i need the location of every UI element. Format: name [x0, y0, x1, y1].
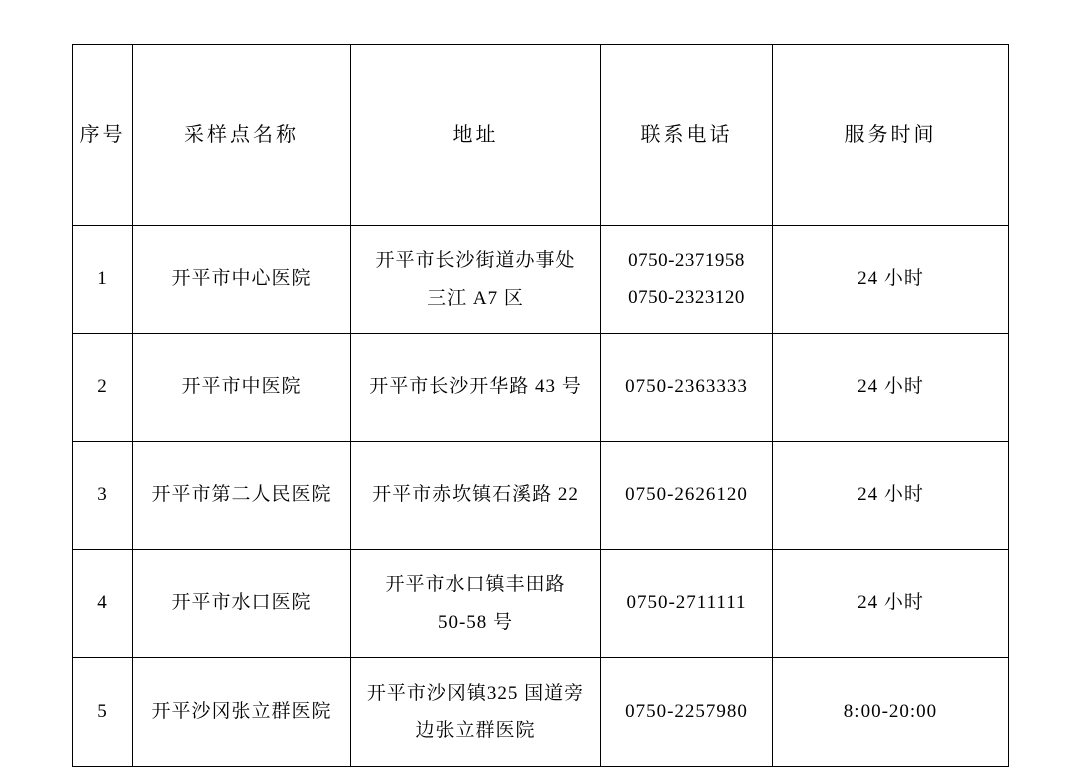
address-line-1: 开平市长沙街道办事处: [375, 250, 576, 272]
row-name: 开平市水口医院: [133, 550, 351, 658]
column-header-index: 序号: [73, 45, 133, 226]
row-name: 开平市中医院: [133, 334, 351, 442]
column-header-address: 地址: [351, 45, 601, 226]
row-phone: 0750-2711111: [601, 550, 773, 658]
address-line-2: 三江 A7 区: [427, 287, 524, 309]
row-service-time: 24 小时: [773, 334, 1009, 442]
table-header-row: [73, 45, 1009, 226]
row-address: [351, 334, 601, 442]
table-row: [73, 658, 1009, 767]
phone-line-1: 0750-2371958: [628, 250, 745, 272]
row-index: 3: [73, 442, 133, 550]
row-phone: 0750-2363333: [601, 334, 773, 442]
address-line-2: 50-58 号: [437, 611, 514, 633]
row-index: 1: [73, 226, 133, 334]
row-service-time: 24 小时: [773, 442, 1009, 550]
row-index: 4: [73, 550, 133, 658]
row-address: [351, 550, 601, 658]
row-phone: 0750-2257980: [601, 658, 773, 767]
address-line-1: 开平市沙冈镇325 国道旁: [366, 682, 585, 704]
column-header-name: 采样点名称: [133, 45, 351, 226]
row-address: [351, 658, 601, 767]
phone-line-2: 0750-2323120: [628, 286, 745, 308]
row-phone: 0750-2626120: [601, 442, 773, 550]
row-name: 开平市中心医院: [133, 226, 351, 334]
row-service-time: 8:00-20:00: [773, 658, 1009, 767]
column-header-service-time: 服务时间: [773, 45, 1009, 226]
address-line-1: 开平市赤坎镇石溪路 22: [372, 484, 579, 506]
address-line-2: 边张立群医院: [415, 720, 536, 741]
address-line-1: 开平市长沙开华路 43 号: [369, 376, 582, 398]
sampling-points-table-container: [72, 44, 1008, 767]
row-phone: [601, 226, 773, 334]
row-address: [351, 226, 601, 334]
table-row: [73, 550, 1009, 658]
row-service-time: 24 小时: [773, 550, 1009, 658]
row-name: 开平沙冈张立群医院: [133, 658, 351, 767]
row-index: 5: [73, 658, 133, 767]
row-index: 2: [73, 334, 133, 442]
row-name: 开平市第二人民医院: [133, 442, 351, 550]
row-address: [351, 442, 601, 550]
sampling-points-table: [72, 44, 1009, 767]
row-service-time: 24 小时: [773, 226, 1009, 334]
table-row: [73, 226, 1009, 334]
address-line-1: 开平市水口镇丰田路: [385, 574, 566, 596]
table-row: [73, 442, 1009, 550]
table-row: [73, 334, 1009, 442]
column-header-phone: 联系电话: [601, 45, 773, 226]
